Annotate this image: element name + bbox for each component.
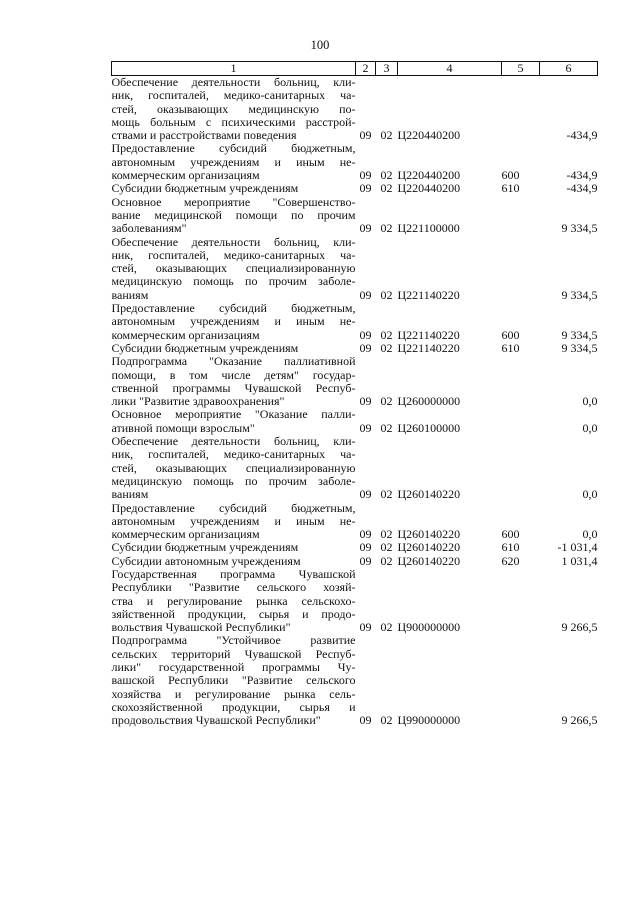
row-subsection: 02: [380, 394, 393, 409]
row-name-line: Основное мероприятие "Совершенство-: [111, 194, 356, 209]
row-amount: 1 031,4: [561, 553, 598, 568]
row-section: 09: [359, 420, 372, 435]
page-number: 100: [310, 38, 330, 52]
row-section: 09: [359, 128, 372, 143]
row-section: 09: [359, 221, 372, 236]
row-expense-type: 610: [501, 340, 520, 355]
row-name-line: Подпрограмма "Оказание паллиативной: [111, 354, 356, 369]
row-target-article: Ц260100000: [397, 420, 461, 435]
table-row: [112, 196, 598, 236]
row-name-line: вашской Республики "Развитие сельского: [111, 673, 356, 688]
row-expense-type: [502, 568, 540, 634]
table-row: [112, 182, 598, 195]
row-name-line: медицинскую помощь по прочим заболе-: [111, 473, 356, 488]
table-row: [112, 502, 598, 542]
row-amount: 9 266,5: [561, 620, 598, 635]
row-name-line: коммерческим организациям: [111, 168, 260, 183]
row-name: [112, 76, 356, 143]
row-name-line: зяйственной продукции, сырья и продо-: [111, 606, 356, 621]
table-row: [112, 435, 598, 501]
row-expense-type: [502, 408, 540, 435]
row-name: [112, 355, 356, 408]
row-name: [112, 555, 356, 568]
row-name: [112, 142, 356, 182]
row-name-line: Обеспечение деятельности больниц, кли-: [111, 434, 356, 449]
row-expense-type: 610: [501, 181, 520, 196]
row-name-line: вольствия Чувашской Республики": [111, 620, 291, 635]
row-name: [112, 196, 356, 236]
row-subsection: 02: [380, 128, 393, 143]
row-name-line: ник, госпиталей, медико-санитарных ча-: [111, 88, 356, 103]
row-name-line: заболеваниям": [111, 221, 187, 236]
row-target-article: Ц221140220: [397, 340, 460, 355]
row-amount: 0,0: [582, 394, 598, 409]
row-name-line: автономным учреждениям и иным не-: [111, 513, 356, 528]
row-expense-type: 620: [501, 553, 520, 568]
row-name-line: Подпрограмма "Устойчивое развитие: [111, 633, 356, 648]
row-section: 09: [359, 487, 372, 502]
row-subsection: 02: [380, 527, 393, 542]
row-name-line: Субсидии бюджетным учреждениям: [111, 540, 299, 555]
col-header-section: 2: [356, 62, 376, 76]
row-target-article: Ц900000000: [397, 620, 461, 635]
table-body: [112, 76, 598, 728]
row-name-line: ваниям: [111, 287, 149, 302]
row-section: 09: [359, 553, 372, 568]
col-header-amount: 6: [540, 62, 598, 76]
row-name-line: продовольствия Чувашской Республики": [111, 713, 321, 728]
row-amount: -434,9: [566, 128, 598, 143]
row-expense-type: [502, 236, 540, 302]
row-name-line: лики" государственной программы Чу-: [111, 660, 356, 675]
row-name-line: ник, госпиталей, медико-санитарных ча-: [111, 447, 356, 462]
table-row: [112, 541, 598, 554]
row-amount: 0,0: [582, 420, 598, 435]
row-target-article: Ц221100000: [397, 221, 460, 236]
col-header-subsection: 3: [376, 62, 398, 76]
row-name-line: стей, оказывающих специализированную: [111, 460, 356, 475]
row-name-line: Государственная программа Чувашской: [111, 566, 356, 581]
row-name-line: автономным учреждениям и иным не-: [111, 314, 356, 329]
row-amount: 0,0: [582, 527, 598, 542]
row-subsection: 02: [380, 620, 393, 635]
row-name-line: Предоставление субсидий бюджетным,: [111, 301, 356, 316]
table-row: [112, 142, 598, 182]
row-name-line: скохозяйственной продукции, сырья и: [111, 699, 356, 714]
table-row: [112, 342, 598, 355]
row-expense-type: 610: [501, 540, 520, 555]
row-amount: -434,9: [566, 168, 598, 183]
row-name-line: Субсидии бюджетным учреждениям: [111, 181, 299, 196]
row-target-article: Ц220440200: [397, 168, 461, 183]
col-header-expense-type: 5: [502, 62, 540, 76]
row-name-line: коммерческим организациям: [111, 327, 260, 342]
col-header-name: 1: [112, 62, 356, 76]
row-name-line: ства и регулирование рынка сельскохо-: [111, 593, 356, 608]
row-section: 09: [359, 327, 372, 342]
table-row: [112, 236, 598, 302]
row-amount: 9 266,5: [561, 713, 598, 728]
row-name: [112, 435, 356, 501]
table-row: [112, 302, 598, 342]
table-row: [112, 355, 598, 408]
row-name-line: ативной помощи взрослым": [111, 420, 255, 435]
row-section: 09: [359, 340, 372, 355]
row-expense-type: [502, 196, 540, 236]
row-name: [112, 541, 356, 554]
row-expense-type: [502, 634, 540, 727]
row-target-article: Ц221140220: [397, 287, 460, 302]
row-name-line: сельских территорий Чувашской Респуб-: [111, 646, 356, 661]
row-section: 09: [359, 168, 372, 183]
row-amount: 0,0: [582, 487, 598, 502]
row-name: [112, 236, 356, 302]
row-name: [112, 502, 356, 542]
row-target-article: Ц220440200: [397, 181, 461, 196]
row-expense-type: 600: [501, 168, 520, 183]
row-name-line: помощи, в том числе детям" государ-: [111, 367, 356, 382]
row-section: 09: [359, 394, 372, 409]
row-name: [112, 342, 356, 355]
row-name: [112, 182, 356, 195]
row-target-article: Ц260140220: [397, 527, 461, 542]
row-name-line: стей, оказывающих специализированную: [111, 261, 356, 276]
row-section: 09: [359, 713, 372, 728]
row-amount: 9 334,5: [561, 287, 598, 302]
row-name-line: коммерческим организациям: [111, 527, 260, 542]
table-row: [112, 634, 598, 727]
row-name: [112, 302, 356, 342]
row-section: 09: [359, 527, 372, 542]
row-name-line: автономным учреждениям и иным не-: [111, 154, 356, 169]
row-name-line: Предоставление субсидий бюджетным,: [111, 141, 356, 156]
row-amount: -1 031,4: [557, 540, 598, 555]
row-section: 09: [359, 540, 372, 555]
row-subsection: 02: [380, 181, 393, 196]
table-row: [112, 555, 598, 568]
row-amount: 9 334,5: [561, 221, 598, 236]
col-header-target-article: 4: [398, 62, 502, 76]
row-subsection: 02: [380, 340, 393, 355]
row-amount: 9 334,5: [561, 340, 598, 355]
row-name-line: ваниям: [111, 487, 149, 502]
row-amount: 9 334,5: [561, 327, 598, 342]
row-target-article: Ц260140220: [397, 487, 461, 502]
row-name-line: лики "Развитие здравоохранения": [111, 394, 285, 409]
row-name-line: ник, госпиталей, медико-санитарных ча-: [111, 247, 356, 262]
row-name: [112, 408, 356, 435]
row-target-article: Ц220440200: [397, 128, 461, 143]
row-subsection: 02: [380, 287, 393, 302]
row-subsection: 02: [380, 420, 393, 435]
row-subsection: 02: [380, 487, 393, 502]
row-name: [112, 634, 356, 727]
row-expense-type: [502, 355, 540, 408]
table-row: [112, 76, 598, 143]
row-subsection: 02: [380, 168, 393, 183]
row-expense-type: [502, 435, 540, 501]
row-name-line: Основное мероприятие "Оказание палли-: [111, 407, 356, 422]
row-name-line: хозяйства и регулирование рынка сель-: [111, 686, 356, 701]
table-row: [112, 568, 598, 634]
row-name-line: ствами и расстройствами поведения: [111, 128, 297, 143]
row-name-line: Обеспечение деятельности больниц, кли-: [111, 234, 356, 249]
row-section: 09: [359, 620, 372, 635]
row-name-line: Обеспечение деятельности больниц, кли-: [111, 75, 356, 89]
row-section: 09: [359, 287, 372, 302]
row-expense-type: 600: [501, 527, 520, 542]
row-section: 09: [359, 181, 372, 196]
row-name-line: стей, оказывающих медицинскую по-: [111, 101, 356, 116]
row-name-line: Субсидии бюджетным учреждениям: [111, 340, 299, 355]
row-name-line: вание медицинской помощи по прочим: [111, 207, 356, 222]
row-target-article: Ц260000000: [397, 394, 461, 409]
row-subsection: 02: [380, 553, 393, 568]
header-row: [112, 62, 598, 76]
row-expense-type: [502, 76, 540, 143]
row-target-article: Ц260140220: [397, 540, 461, 555]
row-name-line: ственной программы Чувашской Респуб-: [111, 380, 356, 395]
row-target-article: Ц260140220: [397, 553, 461, 568]
row-name-line: Республики "Развитие сельского хозяй-: [111, 580, 356, 595]
row-name-line: мощь больным с психическими расстрой-: [111, 114, 356, 129]
row-amount: -434,9: [566, 181, 598, 196]
row-name-line: Субсидии автономным учреждениям: [111, 553, 301, 568]
row-name: [112, 568, 356, 634]
row-expense-type: 600: [501, 327, 520, 342]
row-subsection: 02: [380, 221, 393, 236]
row-target-article: Ц221140220: [397, 327, 460, 342]
row-name-line: медицинскую помощь по прочим заболе-: [111, 274, 356, 289]
row-target-article: Ц990000000: [397, 713, 461, 728]
budget-table: [111, 61, 598, 728]
row-subsection: 02: [380, 713, 393, 728]
row-name-line: Предоставление субсидий бюджетным,: [111, 500, 356, 515]
row-subsection: 02: [380, 327, 393, 342]
table-row: [112, 408, 598, 435]
row-subsection: 02: [380, 540, 393, 555]
